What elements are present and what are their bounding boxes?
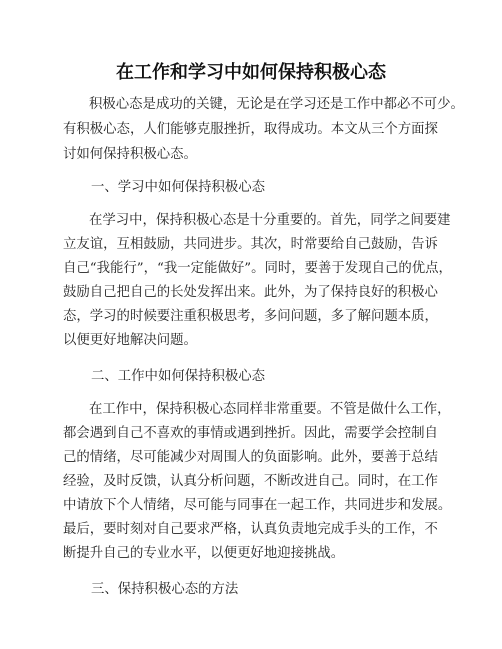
section1-line-6: 以便更好地解决问题。	[63, 333, 197, 348]
section2-line-3: 己的情绪，尽可能减少对周围人的负面影响。此外，要善于总结	[63, 450, 438, 465]
section1-line-1: 在学习中，保持积极心态是十分重要的。首先，同学之间要建	[89, 213, 451, 228]
section-heading-2: 二、工作中如何保持积极心态	[91, 369, 266, 384]
document-title: 在工作和学习中如何保持积极心态	[116, 62, 386, 83]
section-heading-1: 一、学习中如何保持积极心态	[91, 180, 266, 195]
section2-line-1: 在工作中，保持积极心态同样非常重要。不管是做什么工作，	[89, 402, 451, 417]
section-heading-3: 三、保持积极心态的方法	[91, 582, 239, 597]
intro-line-3: 讨如何保持积极心态。	[63, 147, 197, 162]
section2-line-5: 中请放下个人情绪，尽可能与同事在一起工作，共同进步和发展。	[63, 498, 452, 513]
section1-line-5: 态，学习的时候要注重积极思考，多问问题，多了解问题本质，	[63, 309, 438, 324]
section1-line-2: 立友谊，互相鼓励，共同进步。其次，时常要给自己鼓励，告诉	[63, 237, 438, 252]
section2-line-2: 都会遇到自己不喜欢的事情或遇到挫折。因此，需要学会控制自	[63, 426, 438, 441]
intro-line-1: 积极心态是成功的关键，无论是在学习还是工作中都必不可少。	[89, 97, 464, 112]
section1-line-3: 自己“我能行”，“我一定能做好”。同时，要善于发现自己的优点，	[63, 261, 452, 276]
section2-line-4: 经验，及时反馈，认真分析问题，不断改进自己。同时，在工作	[63, 474, 438, 489]
section1-line-4: 鼓励自己把自己的长处发挥出来。此外，为了保持良好的积极心	[63, 285, 438, 300]
section2-line-6: 最后，要时刻对自己要求严格，认真负责地完成手头的工作，不	[63, 522, 438, 537]
intro-line-2: 有积极心态，人们能够克服挫折，取得成功。本文从三个方面探	[63, 122, 438, 137]
section2-line-7: 断提升自己的专业水平，以便更好地迎接挑战。	[63, 546, 345, 561]
